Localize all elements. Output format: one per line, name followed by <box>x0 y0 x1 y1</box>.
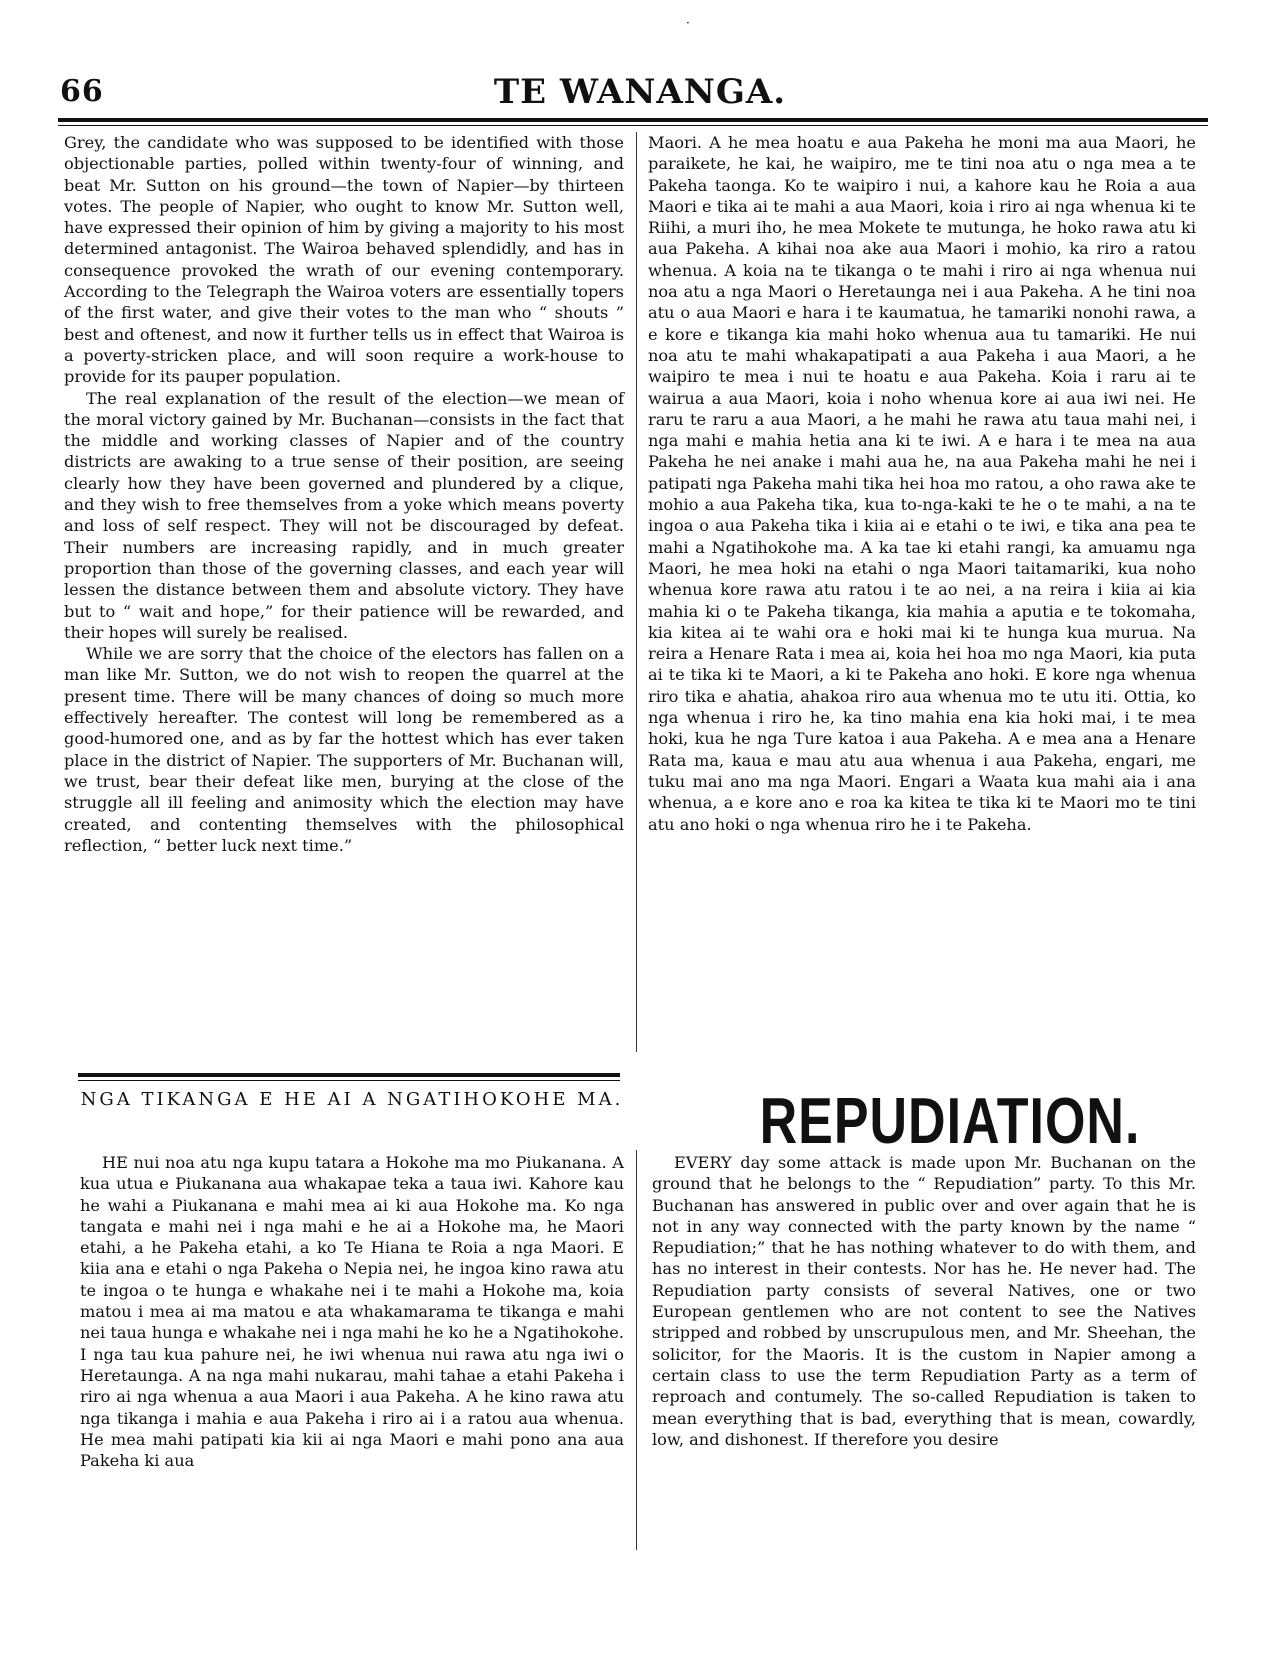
page-number: 66 <box>60 74 104 109</box>
article-heading-maori: NGA TIKANGA E HE AI A NGATIHOKOHE MA. <box>80 1089 624 1110</box>
left-column-upper <box>64 132 624 856</box>
paragraph: HE nui noa atu nga kupu tatara a Hokohe ma mo Piukanana. A kua utua e Piukanana aua whakapae teka a taua iwi. Kahore kau he wahi a Piukanana e mahi mea ai ki aua Hokohe ma. Ko nga tangata e mahi nei i nga mahi e he ai a Hokohe ma, he Maori etahi, a he Pakeha etahi, a ko Te Hiana te Roia a nga Maori. E kiia ana e etahi o nga Pakeha o Nepia nei, he ingoa kino rawa atu te ingoa o te hunga e whakahe nei i te mahi a Hokohe ma, koia matou i mea ai ma matou e ata whakamarama te tikanga e mahi nei taua hunga e whakahe nei i nga mahi he ko he a Ngatihokohe. I nga tau kua pahure nei, he iwi whenua nui rawa atu nga iwi o Heretaunga. A na nga mahi nukarau, mahi tahae a etahi Pakeha i riro ai nga whenua a aua Maori i aua Pakeha. A he kino rawa atu nga tikanga i mahia e aua Pakeha i riro ai i a ratou aua whenua. He mea mahi patipati kia kii ai nga Maori e mahi pono ana aua Pakeha ki aua <box>80 1153 624 1471</box>
right-column-upper <box>648 132 1196 835</box>
paragraph: Grey, the candidate who was supposed to be identified with those objectionable parties, polled within twenty-four of winning, and beat Mr. Sutton on his ground—the town of Napier—by thirteen votes. The people of Napier, who ought to know Mr. Sutton well, have expressed their opinion of him by giving a majority to his most determined antagonist. The Wairoa behaved splendidly, and has in consequence provoked the wrath of our evening contemporary. According to the Telegraph the Wairoa voters are essentially topers of the first water, and give their votes to the man who “ shouts ” best and oftenest, and now it further tells us in effect that Wairoa is a poverty-stricken place, and will soon require a work-house to provide for its pauper population. <box>64 133 624 387</box>
column-divider <box>636 1150 637 1550</box>
paragraph: The real explanation of the result of the election—we mean of the moral victory gained by Mr. Buchanan—consists in the fact that the middle and working classes of Napier and of the country districts are awaking to a true sense of their position, are seeing clearly how they have been governed and plundered by a clique, and they wish to free themselves from a yoke which means poverty and loss of self respect. They will not be discouraged by defeat. Their numbers are increasing rapidly, and in much greater proportion than those of the governing classes, and each year will lessen the distance between them and absolute victory. They have but to “ wait and hope,” for their patience will be rewarded, and their hopes will surely be realised. <box>64 388 624 642</box>
paragraph: EVERY day some attack is made upon Mr. Buchanan on the ground that he belongs to the “ Repudiation” party. To this Mr. Buchanan has answered in public over and over again that he is not in any way connected with the party known by the name “ Repudiation;” that he has nothing whatever to do with them, and has no interest in their contests. Nor has he. He never had. The Repudiation party consists of several Natives, one or two European gentlemen who are not content to see the Natives stripped and robbed by unscrupulous men, and Mr. Sheehan, the solicitor, for the Maoris. It is the custom in Napier among a certain class to use the term Repudiation Party as a term of reproach and contumely. The so-called Repudiation is taken to mean everything that is bad, everything that is mean, cowardly, low, and dishonest. If therefore you desire <box>652 1153 1196 1449</box>
right-column-lower <box>652 1152 1196 1450</box>
left-column-lower <box>80 1152 624 1471</box>
header-rule-thin <box>58 125 1208 126</box>
article-heading-repudiation: REPUDIATION. <box>759 1085 1141 1158</box>
decorative-mark: · <box>686 16 690 30</box>
section-rule-thick <box>78 1073 620 1077</box>
column-divider <box>636 132 637 1052</box>
section-rule-thin <box>78 1080 620 1081</box>
header-rule-thick <box>58 118 1208 122</box>
newspaper-title: TE WANANGA. <box>493 72 787 112</box>
paragraph: While we are sorry that the choice of the electors has fallen on a man like Mr. Sutton, we do not wish to reopen the quarrel at the present time. There will be many chances of doing so much more effectively hereafter. The contest will long be remembered as a good-humored one, and as by far the hottest which has ever taken place in the district of Napier. The supporters of Mr. Buchanan will, we trust, bear their defeat like men, burying at the close of the struggle all ill feeling and animosity which the election may have created, and contenting themselves with the philosophical reflection, “ better luck next time.” <box>64 644 624 855</box>
paragraph: Maori. A he mea hoatu e aua Pakeha he moni ma aua Maori, he paraikete, he kai, he waipiro, me te tini noa atu o nga mea a te Pakeha taonga. Ko te waipiro i nui, a kahore kau he Roia a aua Maori e tika ai te mahi a aua Maori, koia i riro ai nga whenua ki te Riihi, a muri iho, he mea Mokete te mutunga, he hoko rawa atu ki aua Pakeha. A kihai noa ake aua Maori i mohio, ka riro a ratou whenua. A koia na te tikanga o te mahi i riro ai nga whenua nui noa atu a nga Maori o Heretaunga nei i aua Pakeha. A he tini noa atu o aua Maori e hara i te kaumatua, he tamariki nonohi rawa, a e kore e tikanga kia mahi hoko whenua aua tu tamariki. He nui noa atu te mahi whakapatipati a aua Pakeha i aua Maori, a he waipiro te mea i nui te hoatu e aua Pakeha. Koia i raru ai te wairua a aua Maori, koia i noho whenua kore ai aua iwi nei. He raru te raru a aua Maori, a he mahi he rawa atu taua mahi nei, i nga mahi e mahia hetia ana ki te iwi. A e hara i te mea na aua Pakeha he nei anake i mahi aua he, na aua Pakeha mahi he nei i patipati nga Pakeha mahi tika hei hoa mo ratou, a oho rawa ake te mohio a aua Pakeha tika, kua to-nga-kaki te he o te mahi, a na te ingoa o aua Pakeha tika i kiia ai e etahi o te iwi, e tika ana pea te mahi a Ngatihokohe ma. A ka tae ki etahi rangi, ka amuamu nga Maori, he mea hoki na etahi o nga Maori taitamariki, kua noho whenua kore rawa atu ratou i te ao nei, a na reira i kiia ai kia mahia ki o te Pakeha tikanga, kia mahia a aputia e te tokomaha, kia kitea ai te wahi ora e hoki mai ki te hunga kua murua. Na reira a Henare Rata i mea ai, koia hei hoa mo nga Maori, kia puta ai te tika ki te Maori, a ki te Pakeha ano hoki. E kore nga whenua riro tika e ahatia, ahakoa riro aua whenua mo te utu iti. Ottia, ko nga whenua i riro he, ka tino mahia ena kia hoki mai, i te mea hoki, kua he nga Ture katoa i aua Pakeha. A e mea ana a Henare Rata ma, kaua e mau atu aua whenua i aua Pakeha, engari, me tuku mai ano ma nga Maori. Engari a Waata kua mahi aia i ana whenua, a e kore ano e roa ka kitea te tika ki te Maori mo te tini atu ano hoki o nga whenua riro he i te Pakeha. <box>648 133 1196 834</box>
